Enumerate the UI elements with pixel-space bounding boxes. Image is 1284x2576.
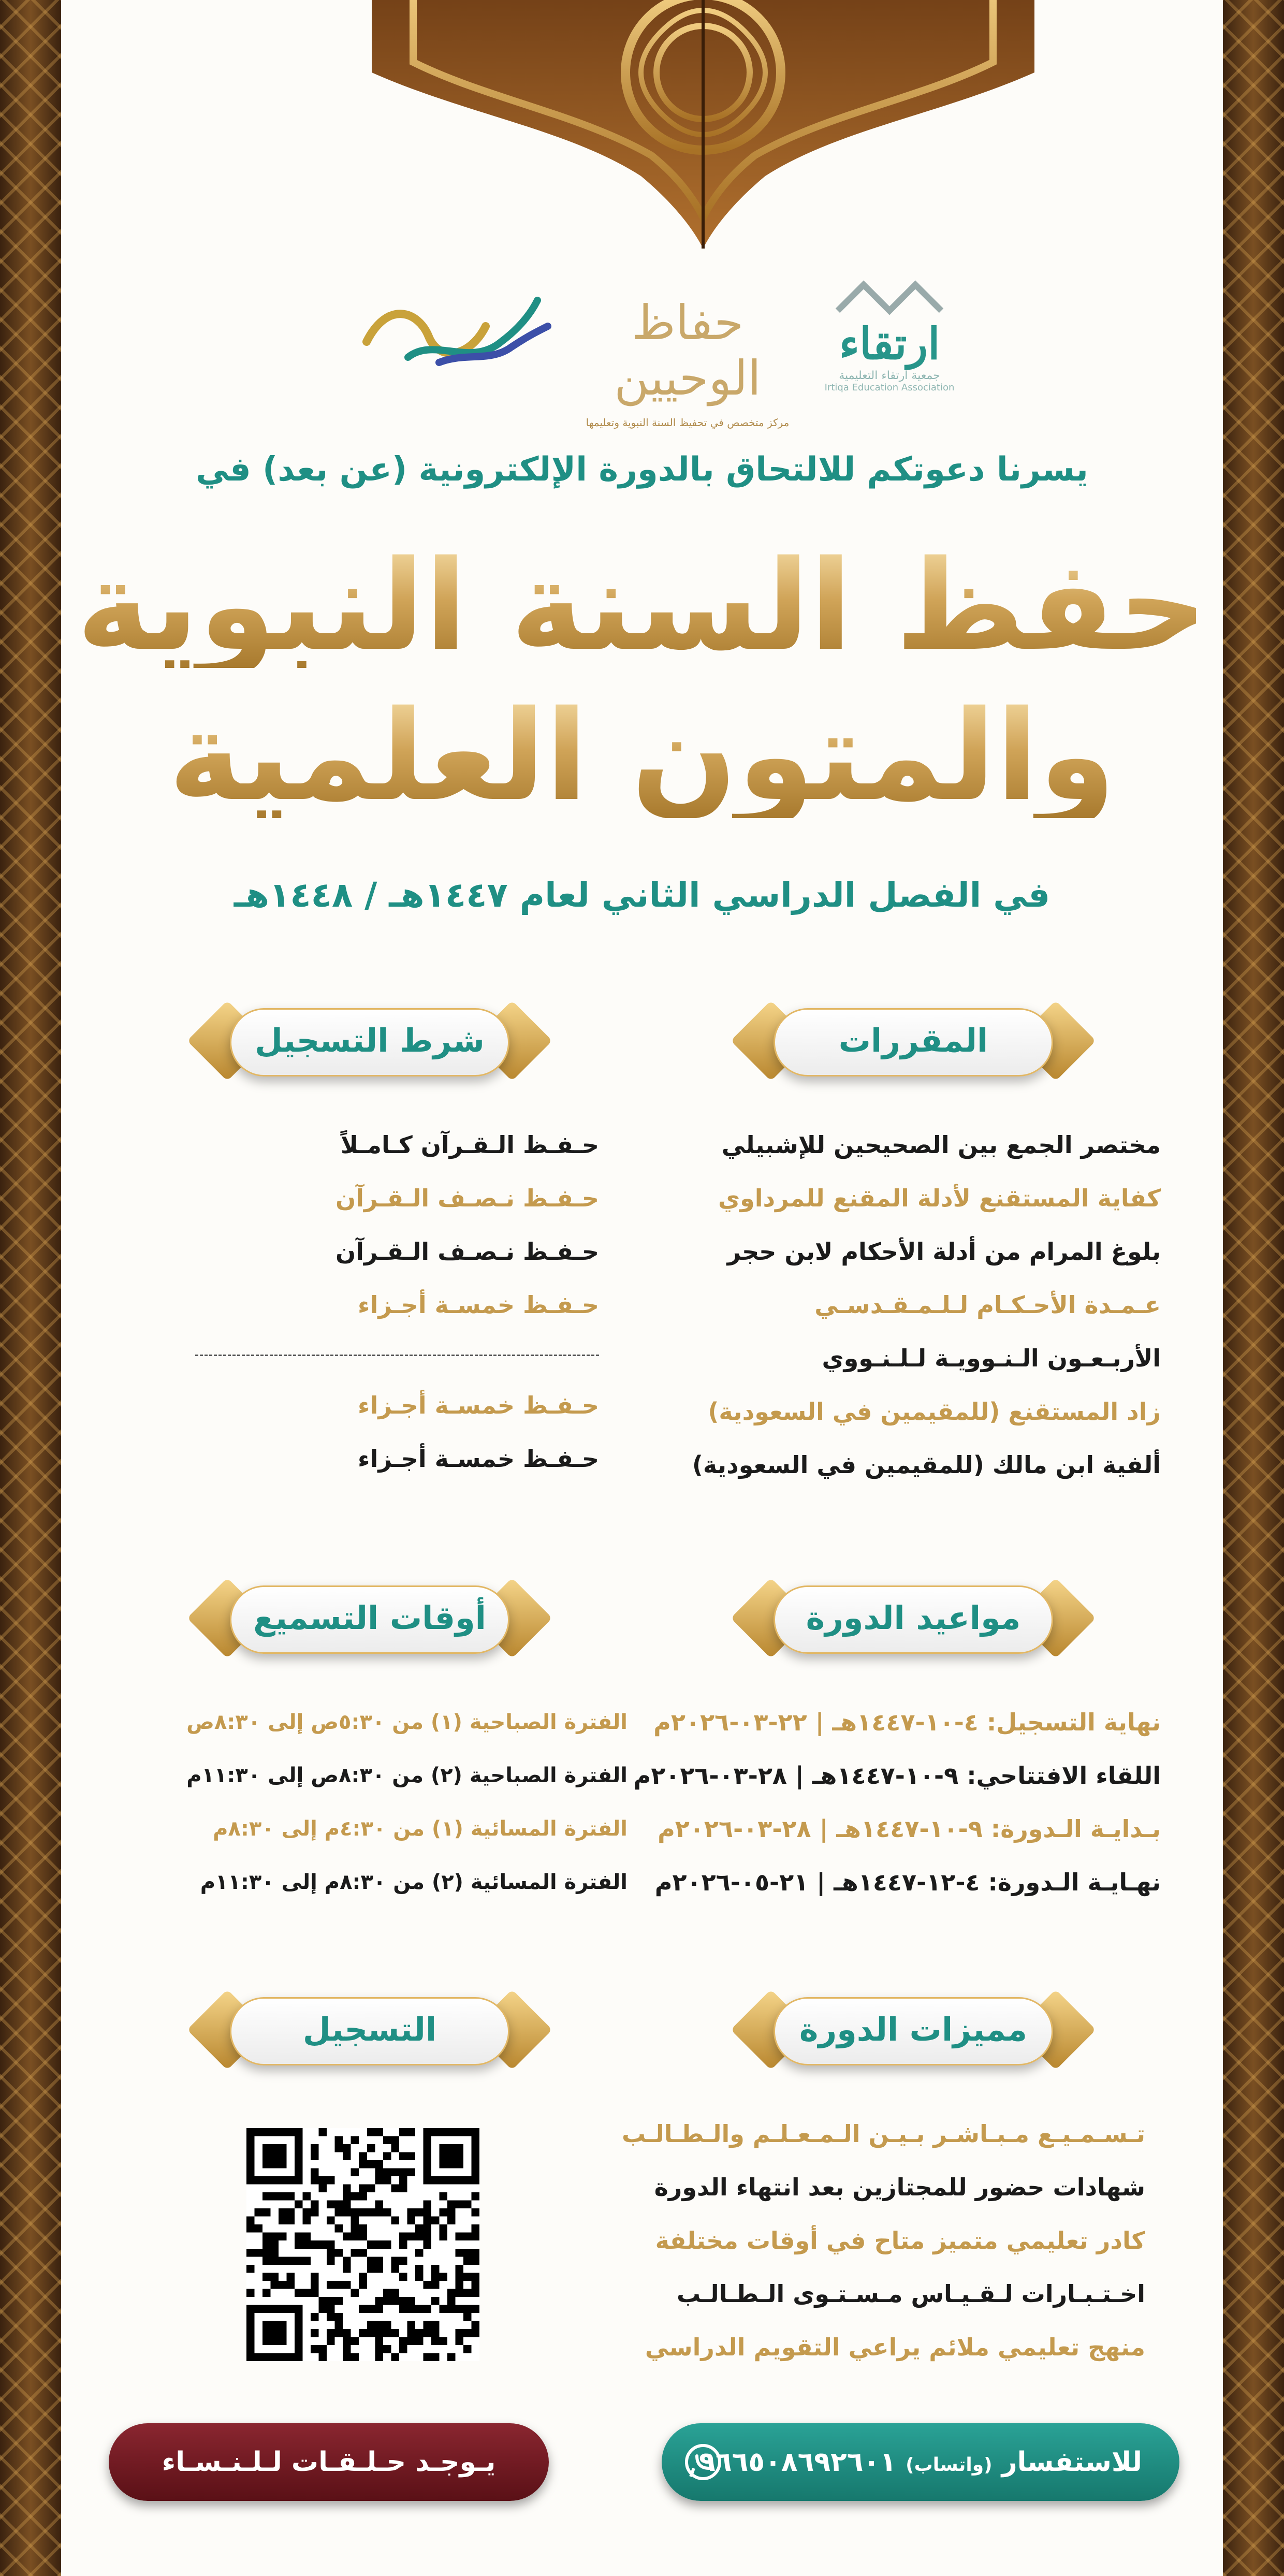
list-item: شهادات حضور للمجتازين بعد انتهاء الدورة — [654, 2173, 1145, 2201]
pill-features — [737, 1991, 1089, 2069]
contact-label: للاستفسار — [1001, 2447, 1142, 2478]
divider — [195, 1355, 599, 1356]
list-item: الفترة الصباحية (١) من ٥:٣٠ص إلى ٨:٣٠ص — [186, 1710, 628, 1734]
main-title-line-1: حفظ السنة النبوية — [61, 544, 1223, 668]
contact-whatsapp-label: (واتساب) — [906, 2454, 993, 2476]
ornamental-cover-illustration — [372, 0, 1034, 249]
features-list — [622, 2107, 1145, 2374]
list-item: ألفية ابن مالك (للمقيمين في السعودية) — [692, 1451, 1161, 1479]
ornamental-frame-right — [1223, 0, 1284, 2576]
list-item: كادر تعليمي متميز متاح في أوقات مختلفة — [655, 2226, 1145, 2254]
features-title: مميزات الدورة — [799, 2011, 1028, 2048]
poster — [61, 0, 1223, 2576]
irtiqa-name: ارتقاء — [839, 318, 940, 369]
list-item: عـمـدة الأحـكـام لـلـمـقـدسـي — [814, 1291, 1161, 1319]
list-item: حـفـظ خمسـة أجـزاء — [358, 1291, 599, 1319]
times-list — [130, 1696, 628, 1909]
list-item: حـفـظ نـصـف الـقـرآن — [335, 1184, 599, 1212]
list-item: اللقاء الافتتاحي: ٩-١٠-١٤٤٧هـ | ٢٨-٠٣-٢٠٢٦م — [633, 1762, 1161, 1789]
term-text: في الفصل الدراسي الثاني لعام ١٤٤٧هـ / ١٤٤٨هـ — [234, 875, 1050, 915]
list-item: نهاية التسجيل: ٤-١٠-١٤٤٧هـ | ٢٢-٠٣-٢٠٢٦م — [653, 1708, 1161, 1736]
women-circles-button[interactable]: يـوجـد حـلـقـات لـلـنـسـاء — [109, 2423, 549, 2501]
list-item: تـسـمـيـع مـبـاشـر بـيـن الـمـعـلـم والـطـالـب — [622, 2120, 1145, 2148]
times-title: أوقات التسميع — [253, 1599, 486, 1637]
huffaz-subtitle: مركز متخصص في تحفيظ السنة النبوية وتعليمها — [586, 416, 790, 429]
list-item: مختصر الجمع بين الصحيحين للإشبيلي — [721, 1131, 1161, 1159]
courses-list — [664, 1118, 1161, 1492]
list-item: كفاية المستقنع لأدلة المقنع للمرداوي — [718, 1184, 1161, 1212]
invitation-text: يسرنا دعوتكم للالتحاق بالدورة الإلكترونية (عن بعد) في — [196, 450, 1088, 489]
whatsapp-icon — [682, 2441, 724, 2483]
huffaz-logo — [584, 280, 791, 429]
swoosh-logo-icon — [356, 280, 553, 383]
pill-requirements — [194, 1002, 546, 1080]
registration-qr-code[interactable] — [246, 2128, 479, 2361]
list-item: زاد المستقنع (للمقيمين في السعودية) — [708, 1398, 1161, 1425]
courses-title: المقررات — [838, 1022, 988, 1059]
list-item: حـفـظ نـصـف الـقـرآن — [335, 1238, 599, 1265]
list-item: حـفـظ الـقـرآن كـامـلاً — [340, 1131, 599, 1159]
list-item: الأربـعـون الـنـوويـة لـلـنـووي — [822, 1344, 1161, 1372]
list-item: نهـايـة الـدورة: ٤-١٢-١٤٤٧هـ | ٢١-٠٥-٢٠٢٦م — [654, 1868, 1161, 1896]
main-title-line-2: والمتون العلمية — [61, 694, 1223, 818]
list-item: حـفـظ خمسـة أجـزاء — [358, 1391, 599, 1419]
pill-times — [194, 1579, 546, 1657]
list-item: اخـتـبـارات لـقـيـاس مـسـتـوى الـطـالـب — [677, 2280, 1145, 2308]
contact-phone: ٩٦٦٥٠٨٦٩٢٦٠١ — [699, 2447, 896, 2478]
list-item: الفترة الصباحية (٢) من ٨:٣٠ص إلى ١١:٣٠م — [186, 1764, 628, 1787]
irtiqa-logo — [807, 280, 972, 414]
list-item: بلوغ المرام من أدلة الأحكام لابن حجر — [727, 1238, 1161, 1265]
whatsapp-contact-button[interactable] — [662, 2423, 1179, 2501]
pill-dates — [737, 1579, 1089, 1657]
pill-register — [194, 1991, 546, 2069]
list-item: منهج تعليمي ملائم يراعي التقويم الدراسي — [645, 2333, 1145, 2361]
dates-list — [633, 1696, 1161, 1909]
irtiqa-subtitle-en: Irtiqa Education Association — [824, 382, 955, 393]
huffaz-name: حفاظ الوحيين — [614, 295, 761, 406]
irtiqa-emblem-icon — [833, 280, 946, 316]
list-item: الفترة المسائية (٢) من ٨:٣٠م إلى ١١:٣٠م — [200, 1870, 628, 1894]
list-item: حـفـظ خمسـة أجـزاء — [358, 1445, 599, 1473]
ornamental-frame-left — [0, 0, 61, 2576]
swoosh-logo — [351, 280, 558, 414]
register-title: التسجيل — [302, 2011, 437, 2048]
dates-title: مواعيد الدورة — [806, 1599, 1021, 1637]
list-item: بـدايـة الـدورة: ٩-١٠-١٤٤٧هـ | ٢٨-٠٣-٢٠٢٦م — [658, 1815, 1161, 1843]
requirements-list — [185, 1118, 599, 1486]
list-item: الفترة المسائية (١) من ٤:٣٠م إلى ٨:٣٠م — [213, 1817, 628, 1841]
requirements-title: شرط التسجيل — [255, 1022, 485, 1059]
logos-row — [61, 280, 1223, 429]
irtiqa-subtitle: جمعية ارتقاء التعليمية — [839, 369, 940, 382]
pill-courses — [737, 1002, 1089, 1080]
